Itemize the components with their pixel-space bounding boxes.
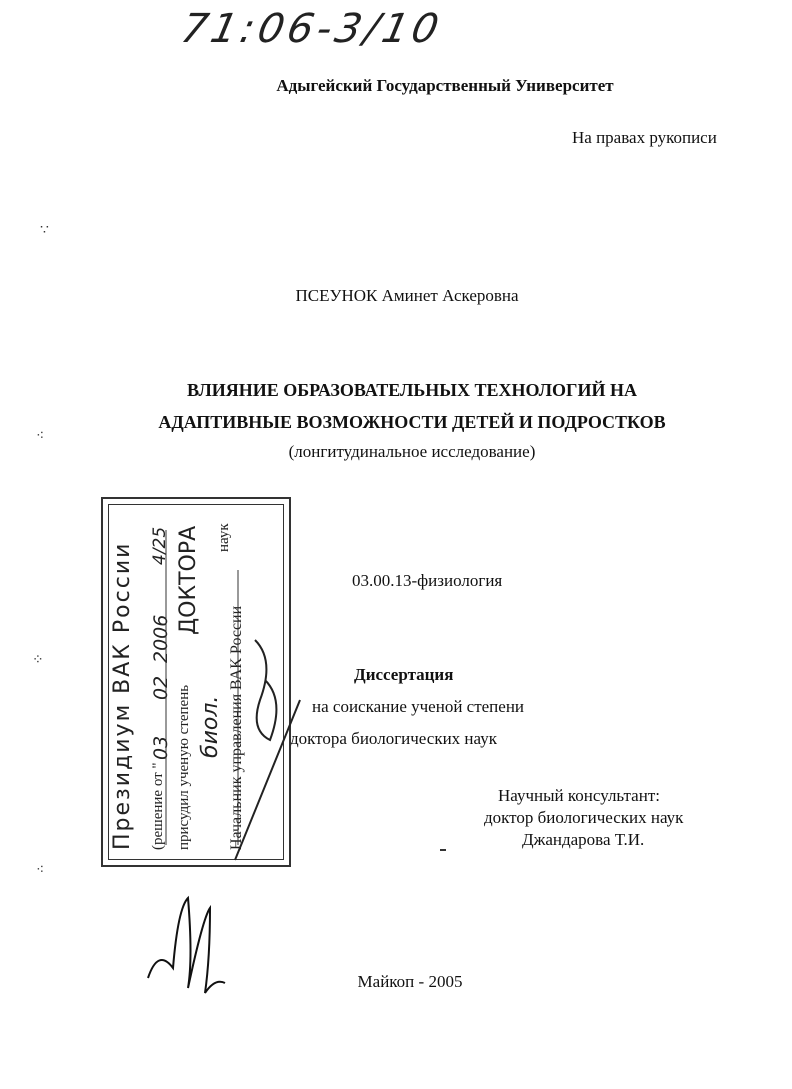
stamp-science: наук (216, 523, 232, 552)
stamp-presidium: Президиум ВАК России (110, 541, 135, 850)
specialty-code: 03.00.13-физиология (352, 571, 503, 590)
archive-code: 71:06-3/10 (177, 6, 447, 52)
consultant-label: Научный консультант: (498, 786, 660, 805)
city-year: Майкоп - 2005 (357, 972, 463, 991)
stamp-awarded-label: присудил ученую степень (176, 684, 192, 850)
stamp-head-label: Начальник управления ВАК России (228, 605, 245, 850)
author-name: ПСЕУНОК Аминет Аскеровна (295, 286, 519, 305)
stamp-date-month: 02 (150, 675, 172, 700)
rights-note: На правах рукописи (572, 128, 717, 147)
title-line-1: ВЛИЯНИЕ ОБРАЗОВАТЕЛЬНЫХ ТЕХНОЛОГИЙ НА (187, 380, 637, 400)
stamp-signature (235, 640, 300, 860)
dissertation-field-line: доктора биологических наук (290, 729, 497, 748)
margin-mark: ⁖ (36, 863, 45, 878)
stamp-date-day: 03 (150, 735, 172, 760)
stamp-branch: биол. (198, 695, 223, 758)
dissertation-heading: Диссертация (354, 665, 454, 684)
title-line-2: АДАПТИВНЫЕ ВОЗМОЖНОСТИ ДЕТЕЙ И ПОДРОСТКОВ (158, 412, 666, 432)
stamp-decision-label: (решение от " (150, 762, 166, 850)
margin-mark: ⁘ (32, 653, 44, 668)
stamp-number: 4/25 (150, 526, 170, 565)
title-subtitle: (лонгитудинальное исследование) (288, 442, 536, 461)
consultant-name: Джандарова Т.И. (522, 830, 645, 849)
margin-mark: ∵ (40, 223, 49, 238)
margin-mark: ⁖ (36, 429, 45, 444)
university-name: Адыгейский Государственный Университет (276, 76, 614, 95)
dissertation-degree-line: на соискание ученой степени (312, 697, 525, 716)
author-signature (148, 898, 225, 993)
consultant-degree: доктор биологических наук (484, 808, 684, 827)
stamp-degree: ДОКТОРА (176, 525, 201, 635)
stamp-date-year: 2006 (150, 614, 172, 663)
